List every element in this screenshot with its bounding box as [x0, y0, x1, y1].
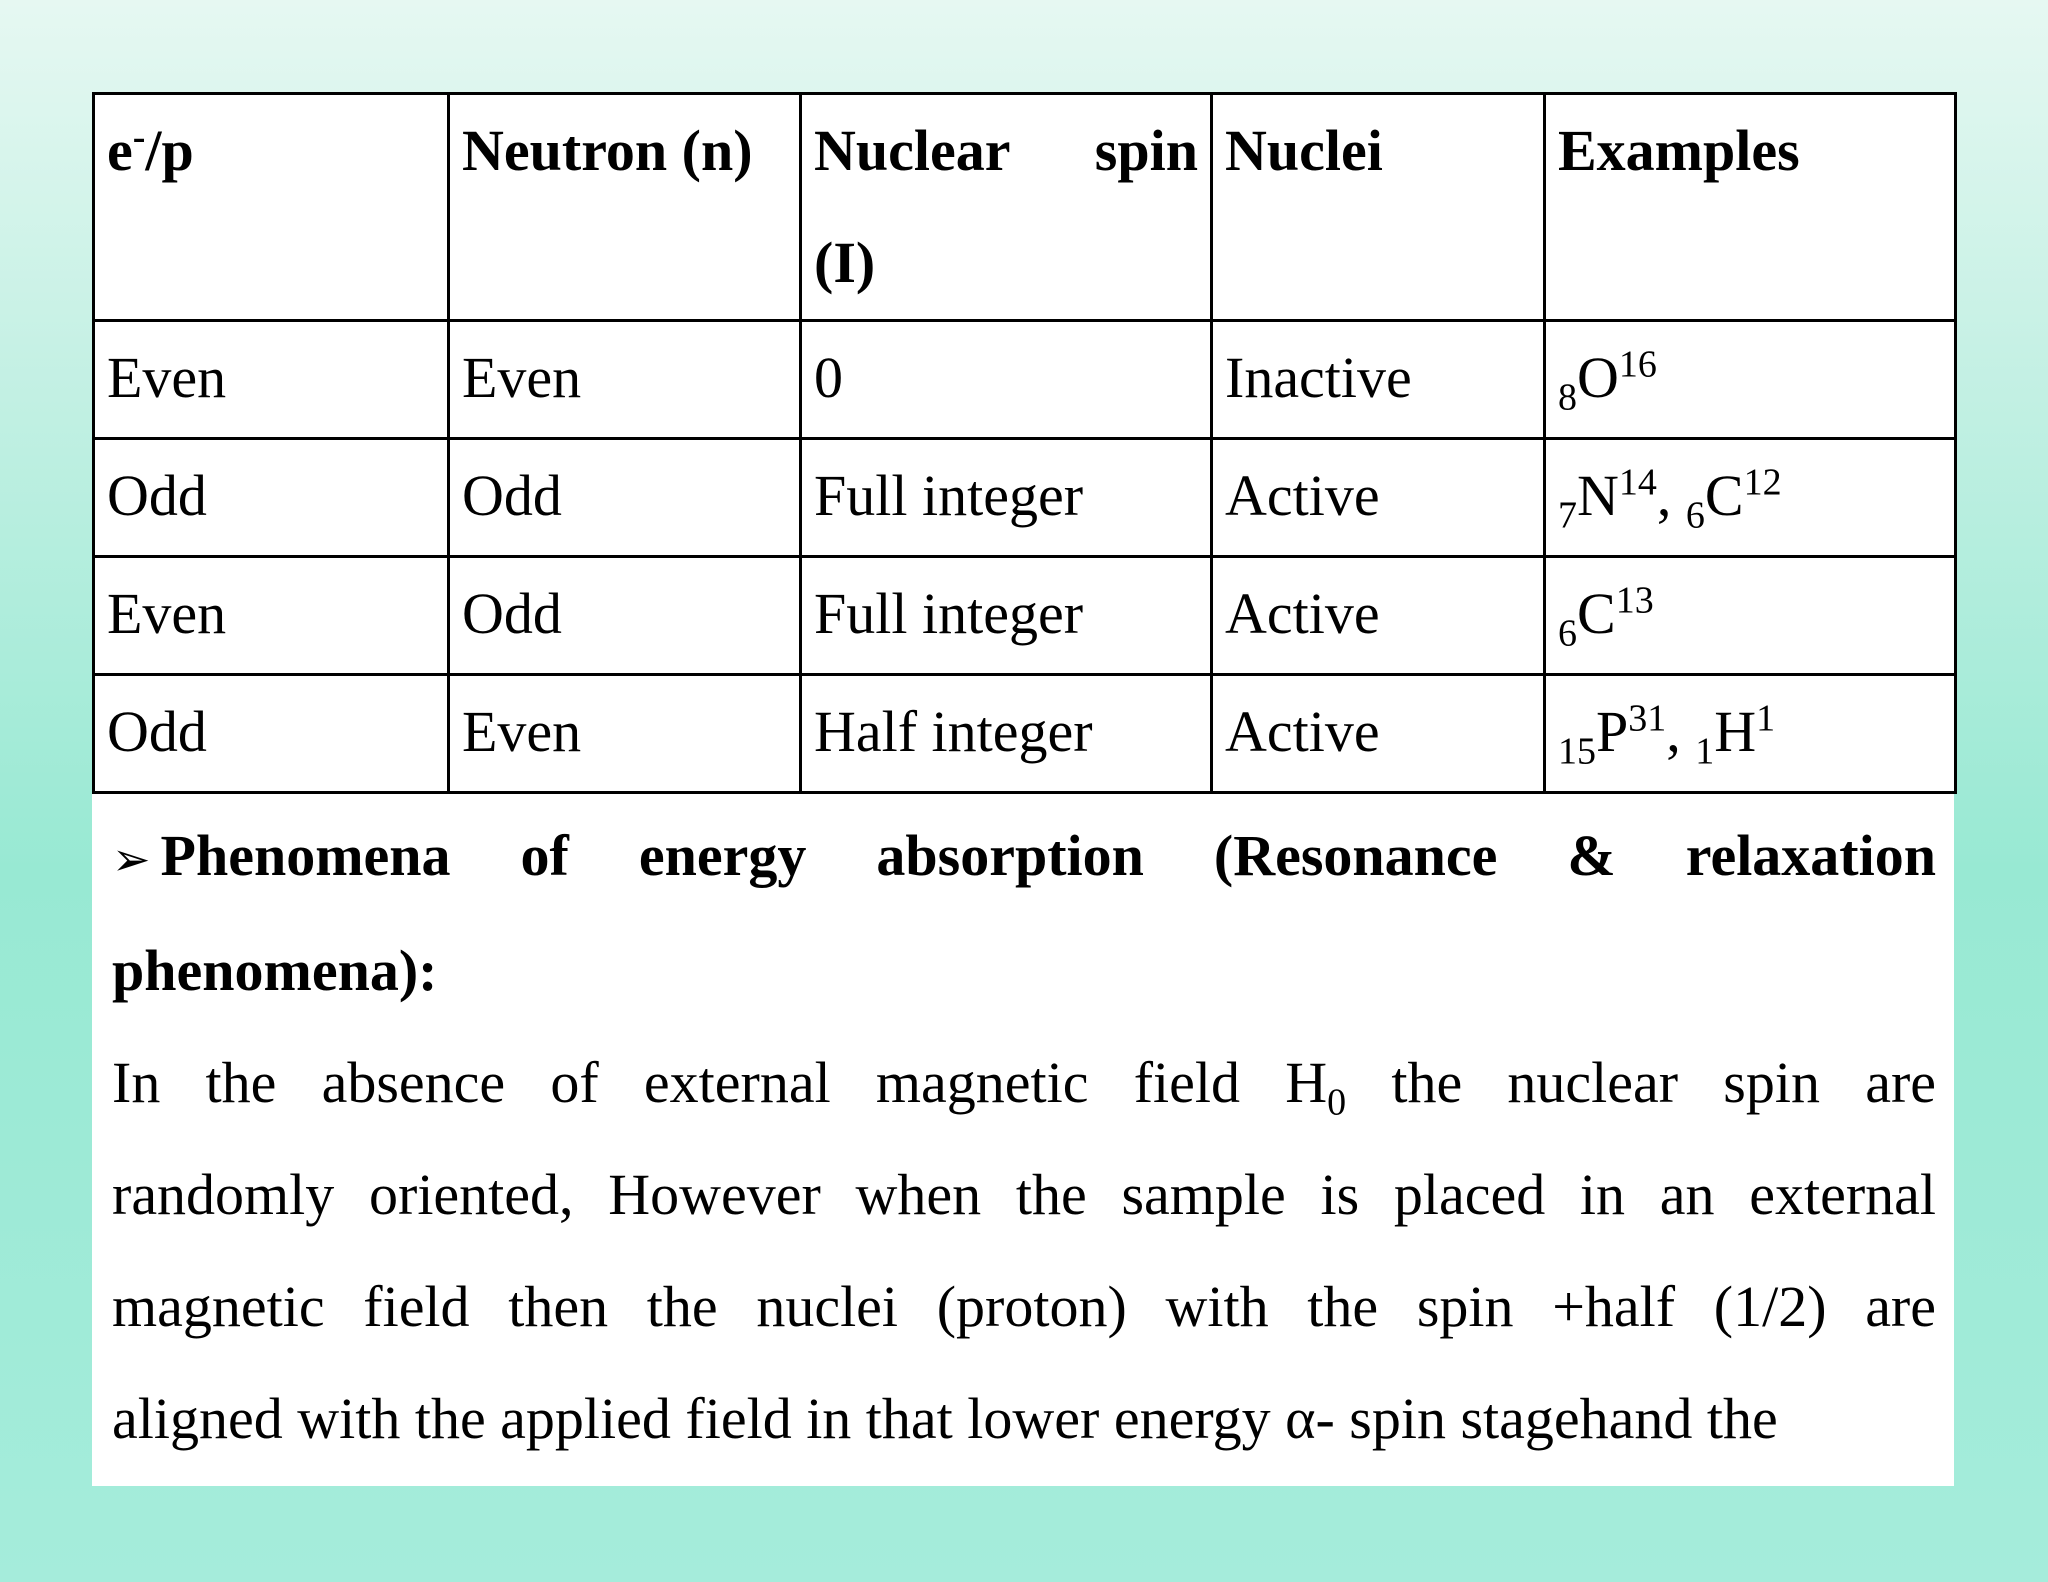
- section-heading-text: Phenomena of energy absorption (Resonance & relaxation phenomena):: [112, 823, 1936, 1003]
- table-row: [94, 321, 1956, 439]
- field-subscript: 0: [1327, 1081, 1347, 1124]
- isotope-notation: [1558, 343, 1657, 419]
- cell-nuclei: Active: [1212, 439, 1545, 557]
- section-paragraph: [112, 1027, 1936, 1475]
- arrow-bullet-icon: ➢: [112, 832, 151, 886]
- header-ep: [94, 94, 449, 321]
- header-ep-label: e-/p: [107, 116, 194, 183]
- cell-examples: [1545, 557, 1956, 675]
- atomic-number: 8: [1558, 376, 1577, 419]
- element-symbol: C: [1577, 581, 1616, 646]
- cell-neutron: Even: [449, 321, 801, 439]
- paragraph-line-4: aligned with the applied field in that lower energy α- spin stagehand the: [112, 1386, 1778, 1451]
- cell-ep: Even: [94, 557, 449, 675]
- cell-examples: $_7N^{14}$, $_6C^{12}$: [1545, 439, 1956, 557]
- element-symbol: N: [1577, 463, 1619, 528]
- mass-number: 1: [1756, 697, 1776, 740]
- table-body: [94, 321, 1956, 793]
- atomic-number: 7: [1558, 494, 1577, 537]
- header-nuclear-word: Nuclear: [814, 118, 1011, 183]
- header-examples-label: Examples: [1558, 118, 1800, 183]
- cell-examples: $_{15}P^{31}$, $_1H^1$: [1545, 675, 1956, 793]
- isotope-notation: [1685, 461, 1782, 537]
- table-row: [94, 675, 1956, 793]
- header-nuclear-spin-line1: [814, 95, 1198, 207]
- element-symbol: H: [1714, 699, 1757, 764]
- nuclear-spin-table: [92, 92, 1957, 794]
- element-symbol: P: [1596, 699, 1629, 764]
- cell-nuclei: Active: [1212, 675, 1545, 793]
- cell-nuclei: Inactive: [1212, 321, 1545, 439]
- cell-examples: [1545, 321, 1956, 439]
- header-nuclei-label: Nuclei: [1225, 118, 1383, 183]
- element-symbol: C: [1704, 463, 1744, 528]
- cell-neutron: Odd: [449, 439, 801, 557]
- section-heading: [112, 800, 1936, 1027]
- header-spin-word: spin: [1094, 118, 1198, 183]
- mass-number: 31: [1628, 697, 1667, 740]
- cell-nuclear-spin: Full integer: [801, 557, 1212, 675]
- charge-superscript: -: [132, 116, 146, 159]
- header-nuclear-spin: [801, 94, 1212, 321]
- header-spin-symbol: (I): [814, 230, 876, 295]
- cell-ep: Odd: [94, 439, 449, 557]
- element-symbol: O: [1577, 345, 1619, 410]
- isotope-notation: [1558, 579, 1654, 655]
- cell-ep: Even: [94, 321, 449, 439]
- atomic-number: 6: [1558, 612, 1577, 655]
- cell-neutron: Odd: [449, 557, 801, 675]
- isotope-notation: [1558, 461, 1657, 537]
- atomic-number: 1: [1695, 730, 1715, 773]
- cell-nuclear-spin: 0: [801, 321, 1212, 439]
- slide-card: [92, 92, 1954, 1486]
- atomic-number: 6: [1685, 494, 1705, 537]
- section-text: [112, 800, 1936, 1475]
- mass-number: 16: [1618, 343, 1657, 386]
- header-neutron-label: Neutron (n): [462, 118, 753, 183]
- header-examples: [1545, 94, 1956, 321]
- paragraph-line-2: randomly oriented, However when the sample is placed in an external: [112, 1162, 1936, 1227]
- cell-neutron: Even: [449, 675, 801, 793]
- table-row: [94, 439, 1956, 557]
- mass-number: 13: [1615, 579, 1654, 622]
- cell-ep: Odd: [94, 675, 449, 793]
- paragraph-line-1-tail: the nuclear spin are: [1346, 1050, 1936, 1115]
- header-nuclei: [1212, 94, 1545, 321]
- cell-nuclear-spin: Full integer: [801, 439, 1212, 557]
- table-row: [94, 557, 1956, 675]
- table-header-row: [94, 94, 1956, 321]
- paragraph-line-1: [112, 1027, 1936, 1139]
- mass-number: 14: [1618, 461, 1657, 504]
- paragraph-line-3: magnetic field then the nuclei (proton) with the spin +half (1/2) are: [112, 1274, 1936, 1339]
- paragraph-line-1-text: In the absence of external magnetic field H: [112, 1050, 1328, 1115]
- cell-nuclei: Active: [1212, 557, 1545, 675]
- cell-nuclear-spin: Half integer: [801, 675, 1212, 793]
- header-neutron: [449, 94, 801, 321]
- mass-number: 12: [1743, 461, 1782, 504]
- atomic-number: 15: [1558, 730, 1596, 773]
- isotope-notation: [1695, 697, 1776, 773]
